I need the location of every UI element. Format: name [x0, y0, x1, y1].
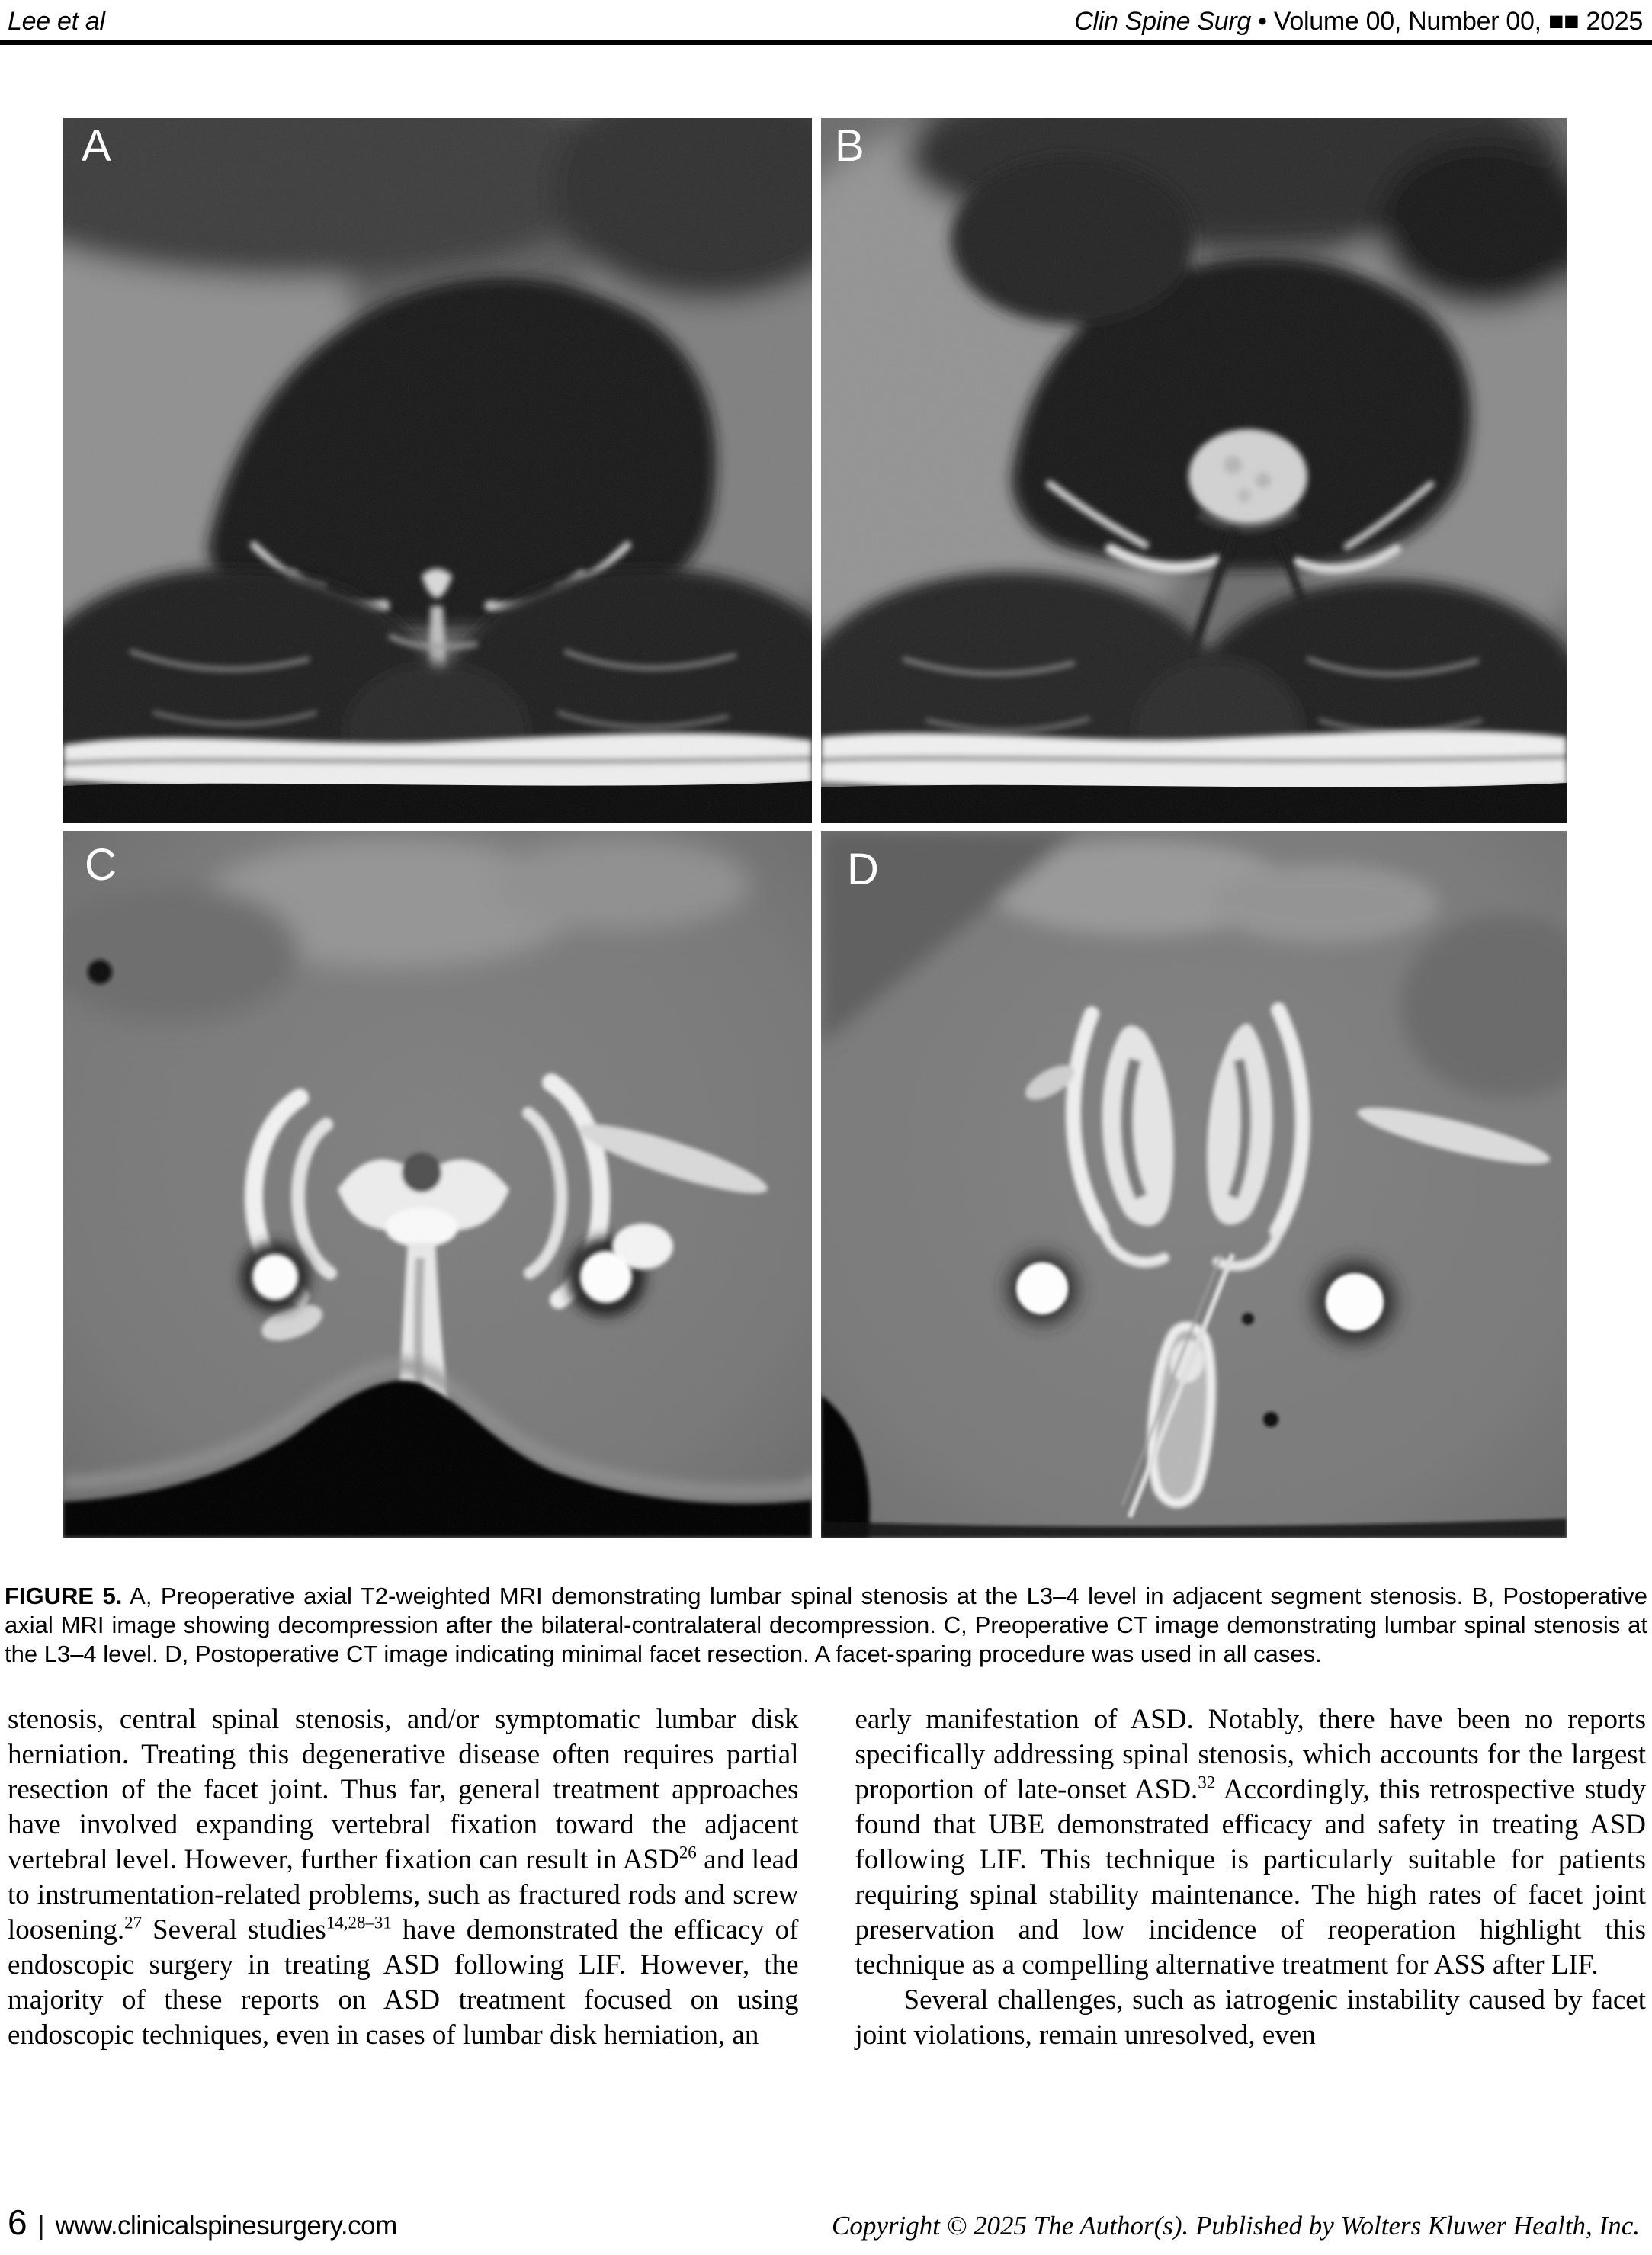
ct-postop-image: [821, 831, 1567, 1538]
footer-separator: |: [37, 2212, 45, 2241]
figure-5: [63, 118, 1567, 1538]
mri-preop-image: [63, 118, 812, 823]
figure-panel-a: [63, 118, 812, 823]
panel-label-b: B: [835, 120, 864, 171]
body-paragraph: early manifestation of ASD. Notably, there have been no reports specifically addressing spinal stenosis, which accounts for the largest proportion of late-onset ASD.$^{32}$ Accordingly, this retrospective study found that UBE demonstrated efficacy and safety in treating ASD following LIF. This technique is particularly suitable for patients requiring spinal stability maintenance. The high rates of facet joint preservation and low incidence of reoperation highlight this technique as a compelling alternative treatment for ASS after LIF.: [855, 1703, 1647, 1981]
body-columns: [8, 1702, 1646, 2053]
journal-website: www.clinicalspinesurgery.com: [55, 2211, 397, 2241]
body-column-right: [855, 1702, 1647, 2053]
footer-left: [8, 2202, 397, 2243]
panel-label-d: D: [847, 844, 879, 894]
page-header: [0, 0, 1652, 37]
figure-panel-d: [821, 831, 1567, 1538]
figure-caption: FIGURE 5. A, Preoperative axial T2-weighted MRI demonstrating lumbar spinal stenosis at the L3–4 level in adjacent segment stenosis. B, Postoperative axial MRI image showing decompression after the bilateral-contralateral decompression. C, Preoperative CT image demonstrating lumbar spinal stenosis at the L3–4 level. D, Postoperative CT image indicating minimal facet resection. A facet-sparing procedure was used in all cases.: [5, 1582, 1647, 1667]
body-paragraph: Several challenges, such as iatrogenic instability caused by facet joint violations, remain unresolved, even: [855, 1984, 1646, 2051]
ct-preop-image: [63, 831, 812, 1538]
figure-panel-b: [821, 118, 1567, 823]
panel-label-c: C: [85, 839, 117, 890]
mri-postop-image: [821, 118, 1567, 823]
journal-reference: [1074, 6, 1643, 37]
panel-label-a: A: [82, 120, 111, 171]
body-column-left: [8, 1702, 799, 2053]
copyright-notice: Copyright © 2025 The Author(s). Published by Wolters Kluwer Health, Inc.: [831, 2211, 1640, 2241]
journal-name: Clin Spine Surg: [1074, 7, 1251, 36]
journal-volume-info: • Volume 00, Number 00, ■■ 2025: [1251, 7, 1643, 36]
body-paragraph: stenosis, central spinal stenosis, and/or symptomatic lumbar disk herniation. Treating this degenerative disease often requires partial resection of the facet joint. Thus far, general treatment approaches have involved expanding vertebral fixation toward the adjacent vertebral level. However, further fixation can result in ASD$^{26}$ and lead to instrumentation-related problems, such as fractured rods and screw loosening.$^{27}$ Several studies$^{14,28-31}$ have demonstrated the efficacy of endoscopic surgery in treating ASD following LIF. However, the majority of these reports on ASD treatment focused on using endoscopic techniques, even in cases of lumbar disk herniation, an: [8, 1703, 799, 2051]
figure-panel-c: [63, 831, 812, 1538]
page-number: 6: [8, 2202, 27, 2242]
page-footer: [8, 2202, 1640, 2243]
running-author: Lee et al: [8, 7, 105, 36]
header-rule: [0, 40, 1652, 45]
